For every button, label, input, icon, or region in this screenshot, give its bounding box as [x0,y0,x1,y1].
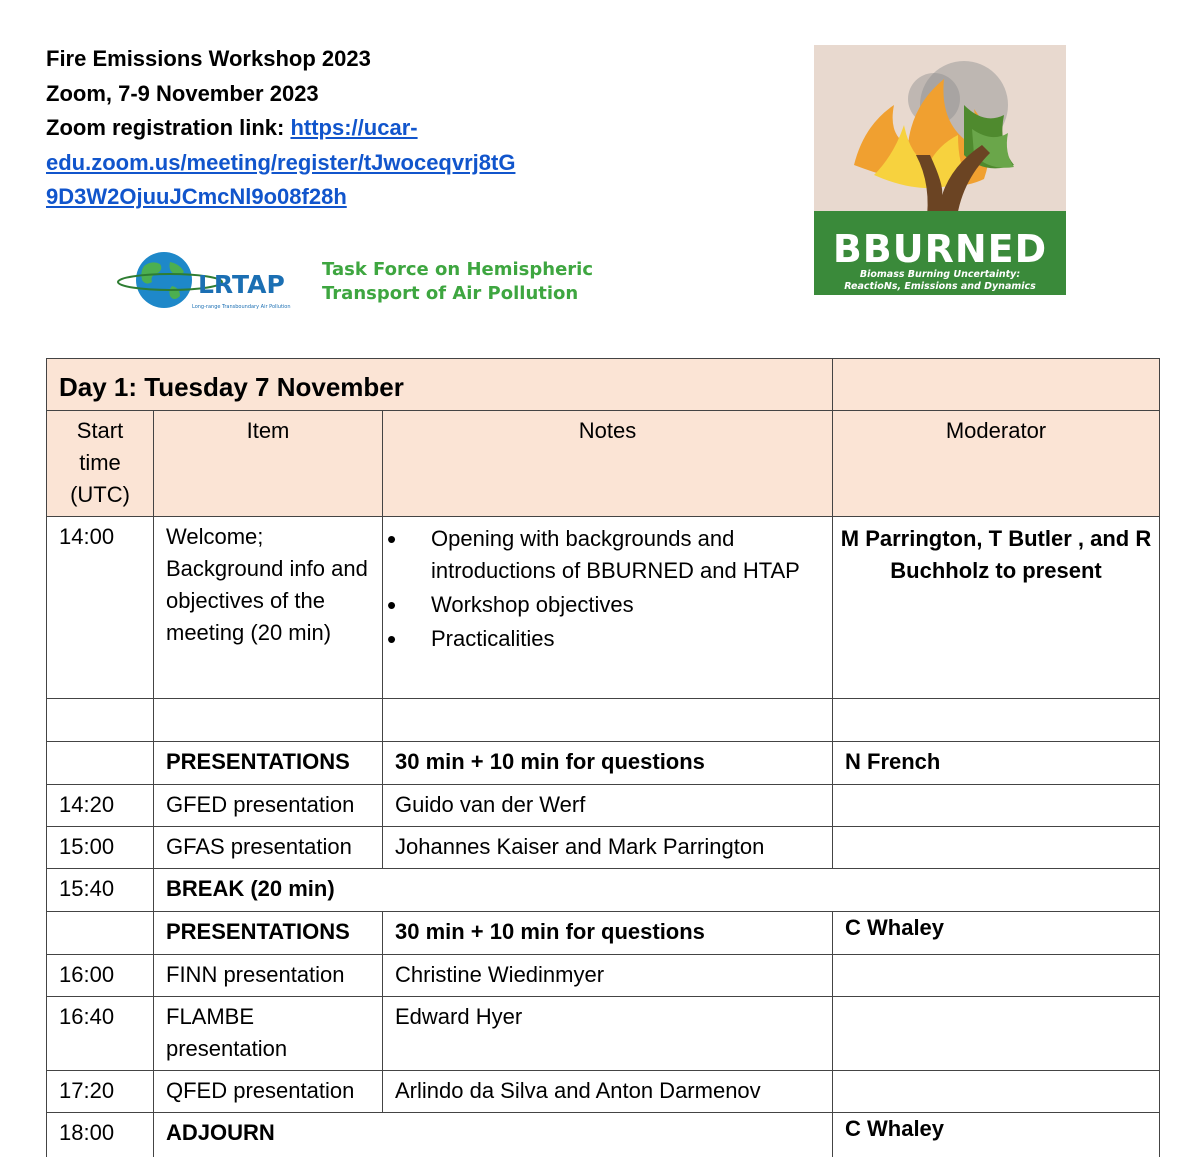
col-header-item: Item [154,411,383,517]
workshop-title: Fire Emissions Workshop 2023 [46,46,371,71]
session-moderator: C Whaley [833,912,1160,955]
registration-label: Zoom registration link: [46,115,291,140]
break-label: BREAK (20 min) [154,869,1160,912]
break-time: 15:40 [47,869,154,912]
lrtap-logo [114,248,314,312]
task-force-line-2: Transport of Air Pollution [322,283,579,304]
session-label: PRESENTATIONS [154,912,383,955]
document-header [46,42,606,215]
registration-link-part-1[interactable]: https://ucar- [290,115,418,140]
adjourn-time: 18:00 [47,1113,154,1157]
lrtap-tagline: Long-range Transboundary Air Pollution [192,304,291,310]
table-row: 15:00 GFAS presentation Johannes Kaiser and Mark Parrington [47,827,1160,869]
session-label: PRESENTATIONS [154,742,383,785]
col-header-start-time: Start time (UTC) [47,411,154,517]
col-header-notes: Notes [383,411,833,517]
break-row [47,869,1160,912]
table-row: 16:00 FINN presentation Christine Wiedinmyer [47,955,1160,997]
adjourn-moderator: C Whaley [833,1113,1160,1157]
note-bullet: • Practicalities [395,623,820,655]
globe-icon [114,248,314,312]
table-row: 14:20 GFED presentation Guido van der Werf [47,785,1160,827]
welcome-moderator: M Parrington, T Butler , and R Buchholz to present [833,517,1160,699]
session-header-row [47,742,1160,785]
session-note: 30 min + 10 min for questions [383,912,833,955]
day-title-cell [47,359,833,411]
welcome-notes [383,517,833,699]
bburned-title: BBURNED [832,227,1048,271]
column-header-row [47,411,1160,517]
adjourn-row [47,1113,1160,1157]
workshop-subtitle: Zoom, 7-9 November 2023 [46,80,319,106]
bburned-logo [814,45,1066,295]
welcome-row [47,517,1160,699]
session-header-row [47,912,1160,955]
welcome-time: 14:00 [47,517,154,699]
registration-link-part-3[interactable]: 9D3W2OjuuJCmcNl9o08f28h [46,184,347,209]
lrtap-name: LRTAP [198,270,285,299]
registration-link-part-2[interactable]: edu.zoom.us/meeting/register/tJwoceqvrj8tG [46,149,516,175]
day-header-row [47,359,1160,411]
task-force-line-1: Task Force on Hemispheric [322,259,593,280]
bburned-subtitle-2: ReactioNs, Emissions and Dynamics [844,281,1036,292]
day-title-empty-cell [833,359,1160,411]
table-row: 17:20 QFED presentation Arlindo da Silva and Anton Darmenov [47,1071,1160,1113]
table-row: 16:40 FLAMBE presentation Edward Hyer [47,997,1160,1071]
bburned-subtitle-1: Biomass Burning Uncertainty: [859,269,1021,280]
task-force-title [322,258,604,306]
welcome-item: Welcome; Background info and objectives of the meeting (20 min) [154,517,383,699]
col-header-moderator: Moderator [833,411,1160,517]
empty-row [47,699,1160,742]
session-moderator: N French [833,742,1160,785]
registration-line [46,111,606,146]
adjourn-label: ADJOURN [154,1113,833,1157]
day-title: Day 1: Tuesday 7 November [59,372,404,402]
note-bullet: • Workshop objectives [395,589,820,621]
agenda-table [46,358,1160,1157]
note-bullet: • Opening with backgrounds and introductions of BBURNED and HTAP [395,523,820,587]
session-note: 30 min + 10 min for questions [383,742,833,785]
